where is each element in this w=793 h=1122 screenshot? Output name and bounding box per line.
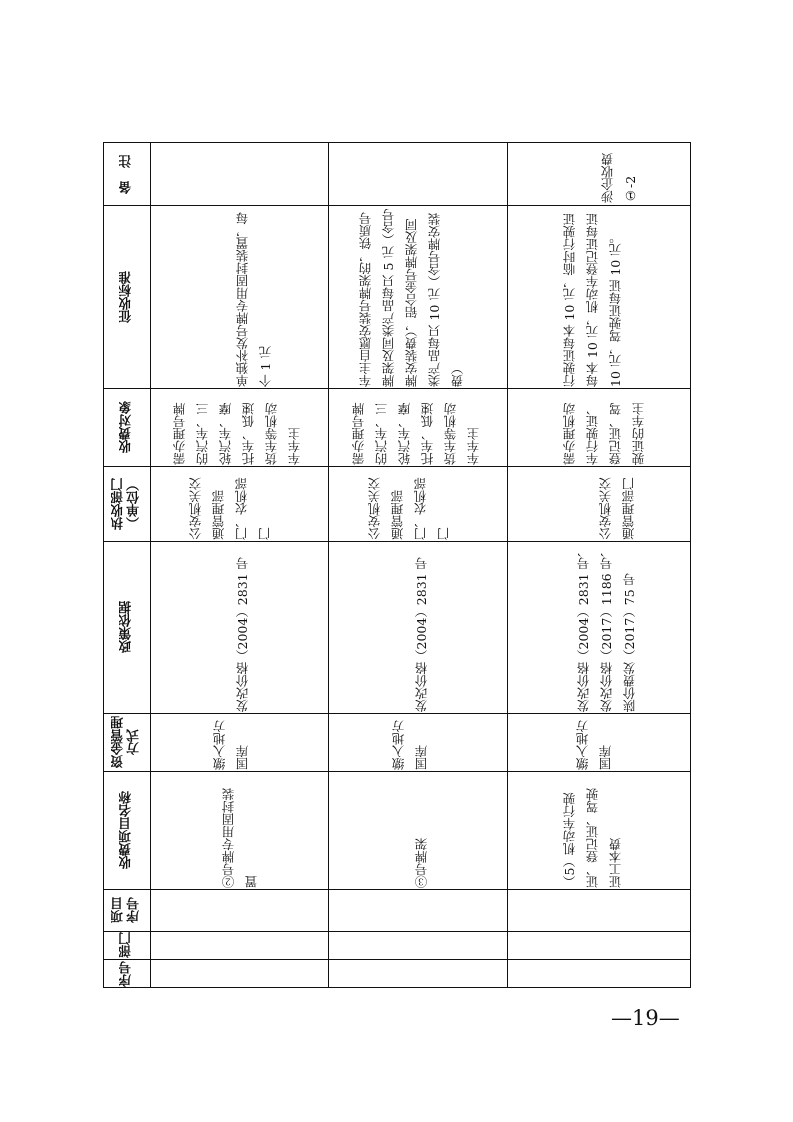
row1-fund-mgmt: 缴入地方 国库 <box>212 720 250 770</box>
grid-line <box>328 143 329 987</box>
row2-exec-dept: 公安机关交 通管理部 门、农机部 门 <box>367 477 451 540</box>
row2-target: 需办理号牌 的汽车、三 轮汽车、摩 托车、低速 货车等机动 车车主 <box>351 402 481 465</box>
row2-policy: 发改价格（2004）2831 号 <box>414 556 429 712</box>
grid-line <box>104 959 690 960</box>
row2-fund-mgmt: 缴入地方 国库 <box>391 720 429 770</box>
grid-line <box>507 143 508 987</box>
row3-policy: 发改价格（2004）2831 号、 发改价格（2017）1186 号、 陕价费发（2017）75 号 <box>576 544 637 712</box>
fee-table <box>103 142 691 988</box>
row3-remarks: 涉企收费 ①-2 <box>600 153 638 203</box>
header-item-name: 收费项目名称 <box>119 791 134 869</box>
row2-remarks <box>433 145 505 203</box>
grid-line <box>150 143 151 987</box>
header-target: 收费对象 <box>119 401 134 453</box>
row1-policy: 发改价格（2004）2831 号 <box>235 556 250 712</box>
header-standard: 征收标准 <box>119 270 134 323</box>
grid-line <box>104 889 690 890</box>
row3-item-name: （5）机动车行驶 证、登记证、驾驶 证工本费 <box>562 788 623 888</box>
row1-item-name: ②号牌专用固封装 置 <box>221 788 259 888</box>
row3-standard: 行驶证每本 10 元，临时行驶证 每本 10 元，机动车登记证每证 10 元，驾驶证每证 10 元。 <box>562 213 623 387</box>
row3-target: 需办理机动 车行驶证、 登记证、驾 驶证的车主 <box>562 402 646 465</box>
header-remarks: 备 注 <box>119 154 134 194</box>
grid-line <box>104 931 690 932</box>
header-dept: 部门 <box>119 932 134 958</box>
header-fund-mgmt: 资金管理 方式 <box>111 716 142 768</box>
header-exec-dept: 执收部门 （单位） <box>111 477 142 530</box>
row2-item-name: ③号牌架 <box>414 838 429 888</box>
row2-standard: 车主自愿安装号牌架的，铁质号 牌架及同类产品每只 5 元（含号 牌安装费），铝合金号牌架及同 类产品每只 10 元（含号牌安装 费） <box>358 208 465 387</box>
page-number: —19— <box>611 1006 680 1030</box>
row1-exec-dept: 公安机关交 通管理部 门、农机部 门 <box>188 477 272 540</box>
row3-exec-dept: 公安机关交 通管理部门 <box>598 477 636 540</box>
row3-fund-mgmt: 缴入地方 国库 <box>575 720 613 770</box>
header-seq: 序号 <box>119 961 134 987</box>
header-item-seq: 项目 序号 <box>111 897 142 923</box>
row1-standard: 单独补发号牌专用固封装置，每 个 1 元 <box>235 212 273 387</box>
header-policy: 政策依据 <box>119 601 134 653</box>
row1-target: 需办理号牌 的汽车、三 轮汽车、摩 托车、低速 货车等机动 车车主 <box>172 402 302 465</box>
row1-remarks <box>254 145 326 203</box>
